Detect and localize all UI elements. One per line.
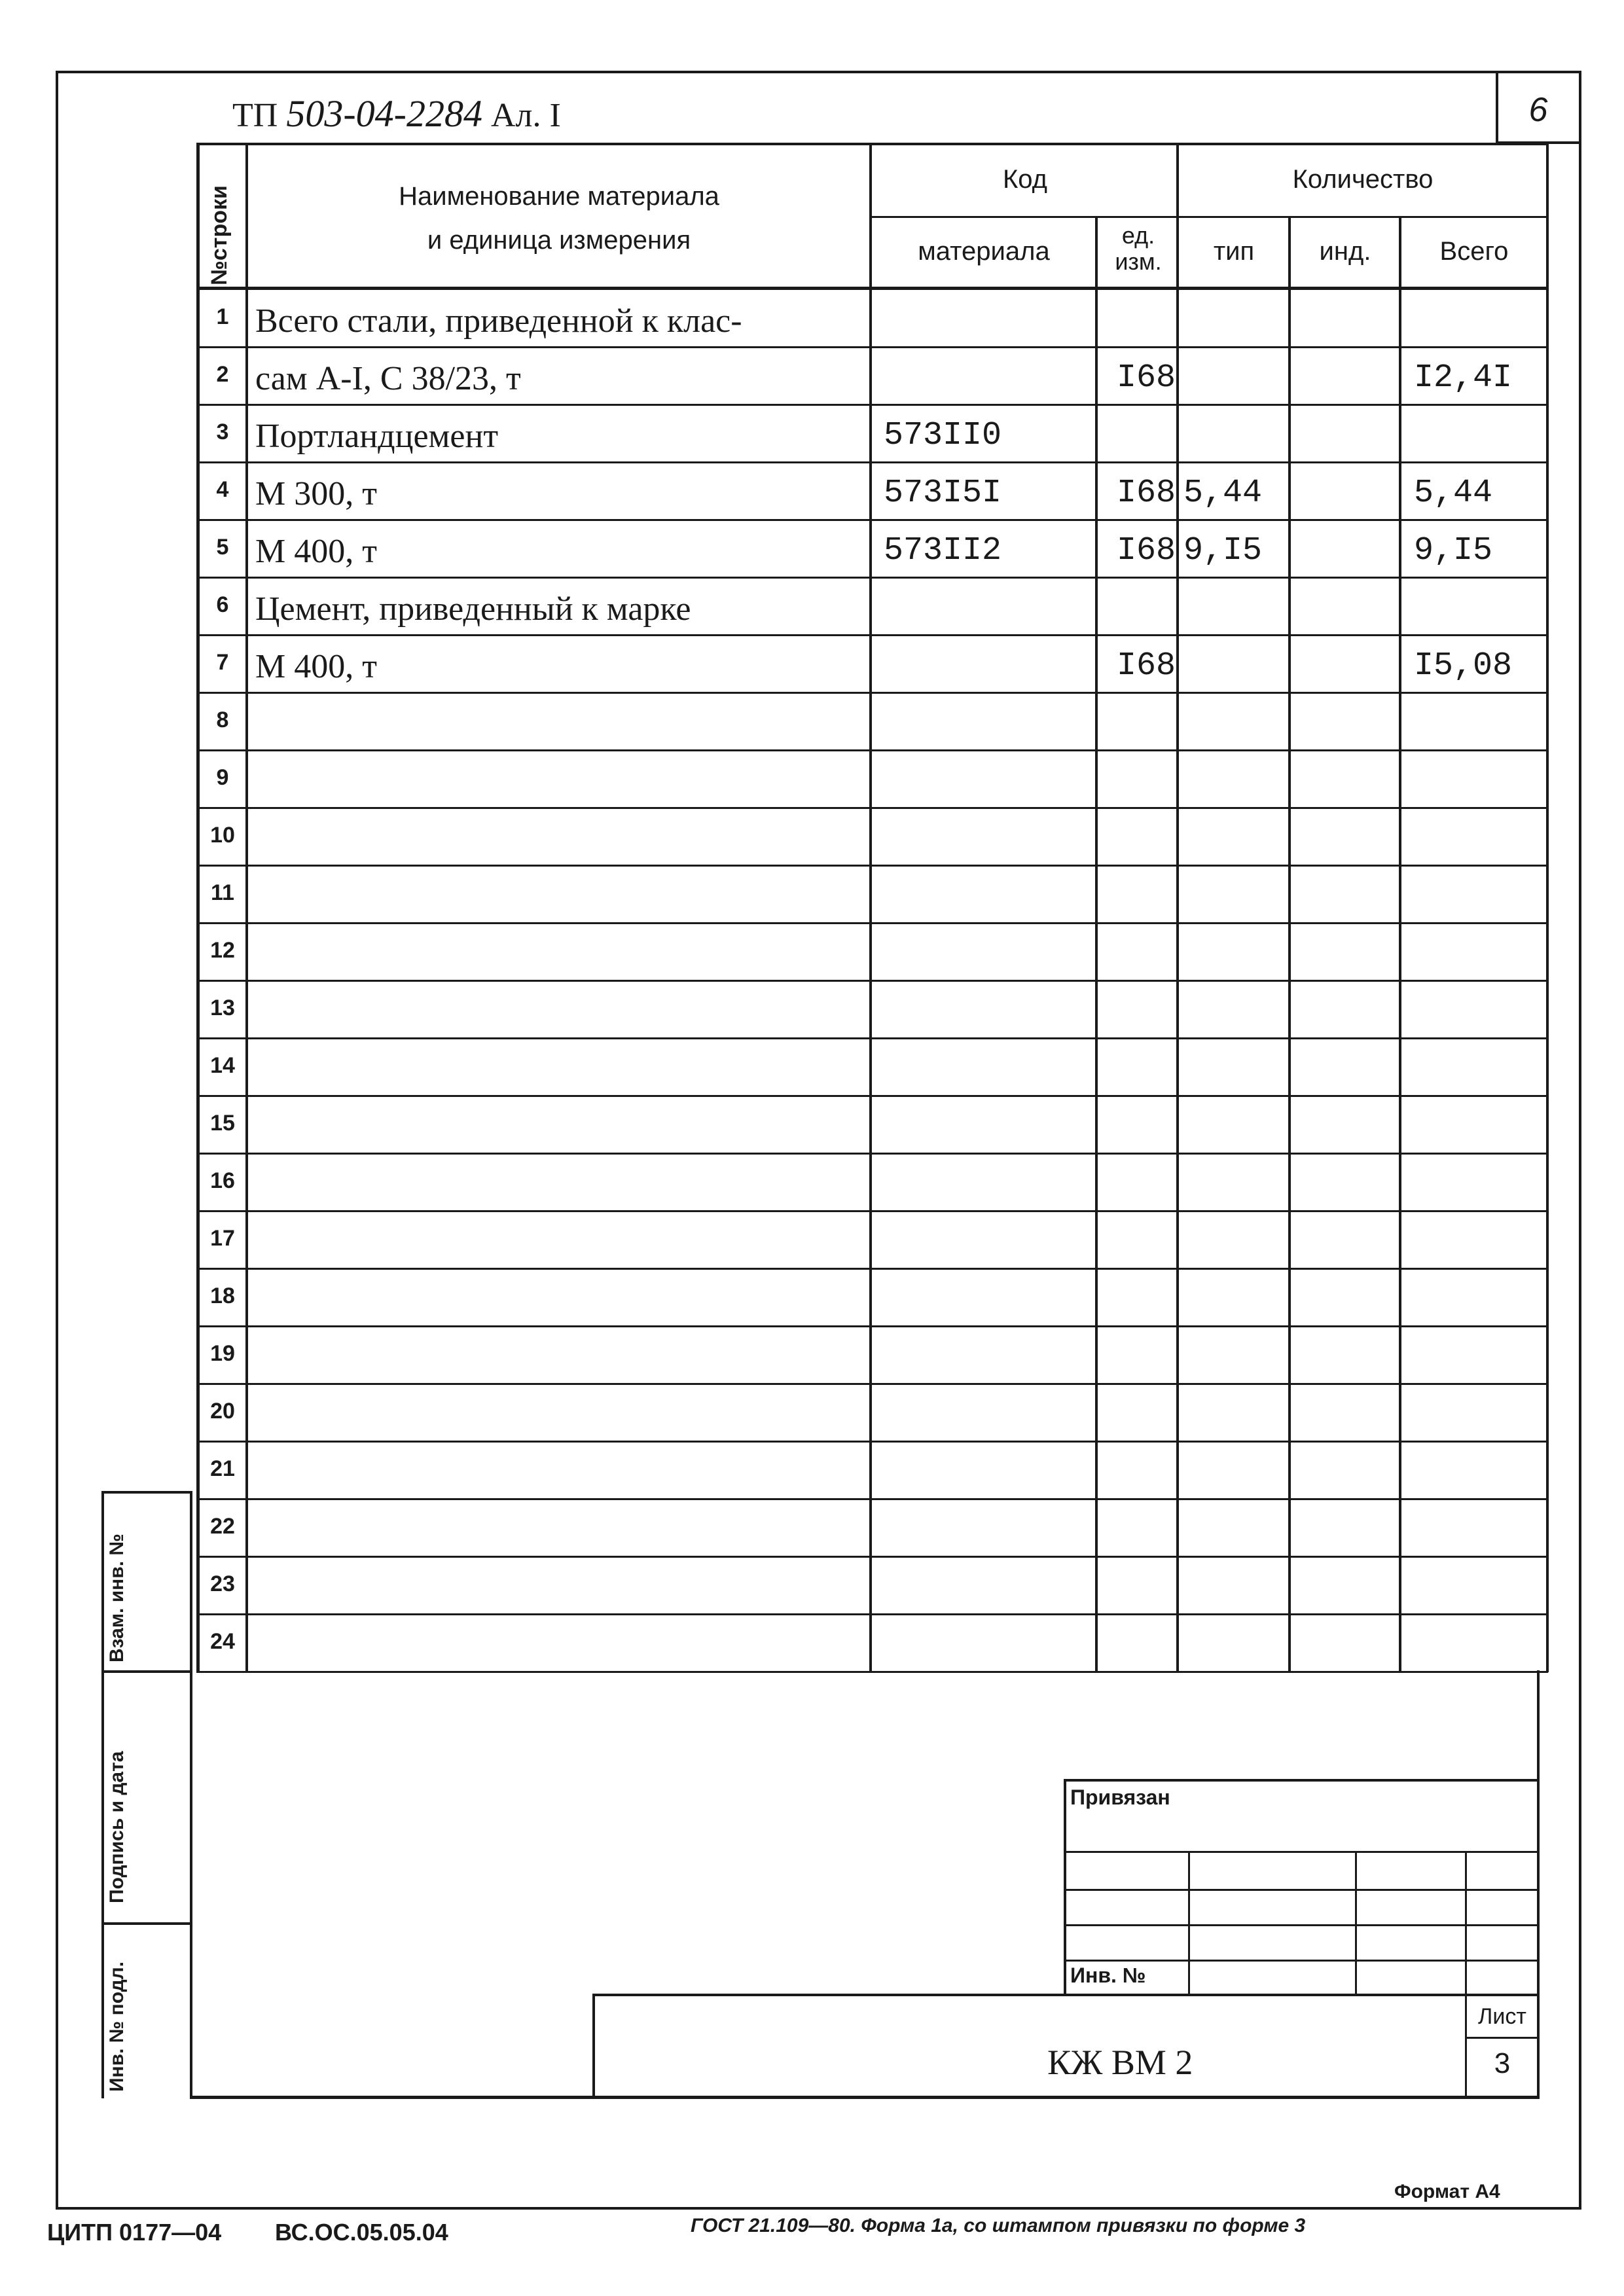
footer-left-series: ВС.ОС.05.05.04 (275, 2219, 448, 2246)
row-separator (196, 692, 1548, 694)
footer-format: Формат А4 (1394, 2181, 1500, 2202)
cell-name: Цемент, приведенный к марке (255, 590, 691, 628)
row-separator (196, 865, 1548, 867)
bottom-area-bottom (190, 2096, 1540, 2099)
row-separator (196, 1037, 1548, 1039)
cell-name: сам А-I, С 38/23, т (255, 360, 521, 397)
vzam-inv-label: Взам. инв. № (106, 1534, 128, 1662)
row-number: 11 (211, 880, 234, 905)
doc-number-header (232, 92, 561, 135)
row-number: 18 (210, 1283, 235, 1308)
title-stamp-left (592, 1994, 595, 2098)
privyazan-top (1064, 1779, 1538, 1782)
cell-total: 9,I5 (1414, 532, 1493, 569)
row-separator (196, 404, 1548, 406)
inv-no-label: Инв. № (1070, 1964, 1146, 1987)
row-separator (196, 1268, 1548, 1270)
list-number: 3 (1494, 2047, 1511, 2079)
col-border-unit (1176, 143, 1179, 1672)
sheet-corner-number: 6 (1528, 91, 1548, 129)
list-label: Лист (1478, 2004, 1526, 2029)
row-separator (196, 807, 1548, 809)
footer-left-code: ЦИТП 0177—04 (47, 2219, 222, 2246)
privyazan-row2 (1064, 1889, 1538, 1891)
row-number: 7 (216, 650, 229, 675)
row-separator (196, 1556, 1548, 1558)
row-separator (196, 1613, 1548, 1615)
table-top (196, 143, 1548, 145)
row-number: 5 (216, 535, 229, 560)
cell-code: 573II2 (884, 532, 1002, 569)
row-number: 9 (216, 765, 229, 790)
cell-type: 9,I5 (1183, 532, 1263, 569)
row-number: 14 (210, 1053, 235, 1078)
cell-total: 5,44 (1414, 475, 1493, 512)
row-separator (196, 1153, 1548, 1155)
cell-code: 573I5I (884, 475, 1002, 512)
row-number: 19 (210, 1341, 235, 1366)
row-number: 20 (210, 1399, 235, 1424)
doc-album: Ал. I (490, 97, 561, 134)
row-number: 16 (210, 1168, 235, 1193)
row-number: 15 (210, 1111, 235, 1136)
side-stamp-sep2 (101, 1922, 192, 1925)
row-number: 12 (210, 938, 235, 963)
title-stamp-top (592, 1994, 1538, 1996)
frame-left (56, 71, 58, 2210)
doc-code: КЖ ВМ 2 (1047, 2043, 1193, 2082)
table-header-bottom (196, 287, 1548, 290)
doc-number: 503-04-2284 (286, 92, 482, 135)
side-stamp-top (101, 1491, 192, 1494)
cell-unit: I68 (1116, 647, 1176, 685)
cell-name: Портландцемент (255, 418, 499, 455)
row-number: 8 (216, 708, 229, 732)
row-number: 2 (216, 362, 229, 387)
row-separator (196, 1498, 1548, 1500)
header-qty-total: Всего (1439, 237, 1509, 266)
header-code-unit: ед. изм. (1115, 222, 1162, 275)
inv-podl-label: Инв. № подл. (106, 1961, 128, 2092)
cell-total: I2,4I (1414, 359, 1513, 397)
header-qty-group: Количество (1292, 165, 1434, 194)
header-name-line2: и единица измерения (427, 226, 691, 255)
doc-prefix: ТП (232, 97, 278, 134)
header-code-group: Код (1002, 165, 1047, 194)
privyazan-label: Привязан (1070, 1785, 1170, 1809)
privyazan-row3 (1064, 1924, 1538, 1926)
cell-unit: I68 (1116, 532, 1176, 569)
row-number: 24 (210, 1629, 235, 1654)
col-border-type (1288, 216, 1291, 1672)
side-stamp-sep1 (101, 1670, 192, 1673)
header-qty-type: тип (1213, 237, 1255, 266)
cell-total: I5,08 (1414, 647, 1513, 685)
row-number: 21 (210, 1456, 235, 1481)
privyazan-col2 (1355, 1851, 1357, 1995)
row-separator (196, 1441, 1548, 1443)
header-qty-ind: инд. (1319, 237, 1371, 266)
header-code-material: материала (918, 237, 1050, 266)
row-separator (196, 922, 1548, 924)
row-separator (196, 519, 1548, 521)
cell-name: Всего стали, приведенной к клас- (255, 302, 742, 340)
row-number: 3 (216, 420, 229, 444)
row-number: 23 (210, 1571, 235, 1596)
col-border-right (1546, 143, 1549, 1672)
frame-bottom (56, 2207, 1581, 2210)
side-stamp-left (101, 1491, 104, 2098)
row-number: 4 (216, 477, 229, 502)
cell-type: 5,44 (1183, 475, 1263, 512)
footer-gost: ГОСТ 21.109—80. Форма 1а, со штампом привязки по форме 3 (691, 2215, 1306, 2236)
row-separator (196, 1325, 1548, 1327)
row-number: 10 (210, 823, 235, 848)
row-number: 13 (210, 996, 235, 1020)
list-label-divider (1465, 2037, 1538, 2039)
cell-name: М 400, т (255, 533, 377, 570)
row-separator (196, 461, 1548, 463)
header-name-line1: Наименование материала (399, 182, 719, 211)
cell-code: 573II0 (884, 417, 1002, 454)
col-border-ind (1399, 216, 1401, 1672)
row-number: 22 (210, 1514, 235, 1539)
privyazan-col1 (1188, 1851, 1190, 1995)
row-separator (196, 1210, 1548, 1212)
privyazan-row4 (1064, 1960, 1538, 1962)
row-number: 6 (216, 592, 229, 617)
cell-name: М 400, т (255, 648, 377, 685)
header-row-no: №строки (207, 185, 232, 285)
bottom-area-right (1537, 1670, 1540, 2098)
row-separator (196, 346, 1548, 348)
frame-right (1579, 71, 1581, 2210)
col-border-code (1095, 216, 1098, 1672)
header-subline (871, 216, 1548, 218)
podpis-data-label: Подпись и дата (106, 1751, 128, 1903)
row-separator (196, 1671, 1548, 1673)
bottom-area-left (190, 1670, 192, 2098)
row-separator (196, 634, 1548, 636)
row-number: 1 (216, 304, 229, 329)
col-border-name (869, 143, 872, 1672)
privyazan-left (1064, 1779, 1066, 1995)
row-separator (196, 1383, 1548, 1385)
cell-unit: I68 (1116, 475, 1176, 512)
cell-unit: I68 (1116, 359, 1176, 397)
row-separator (196, 577, 1548, 579)
privyazan-row1 (1064, 1851, 1538, 1853)
row-number: 17 (210, 1226, 235, 1251)
cell-name: М 300, т (255, 475, 377, 512)
row-separator (196, 1095, 1548, 1097)
row-separator (196, 749, 1548, 751)
row-separator (196, 980, 1548, 982)
frame-top (56, 71, 1581, 73)
